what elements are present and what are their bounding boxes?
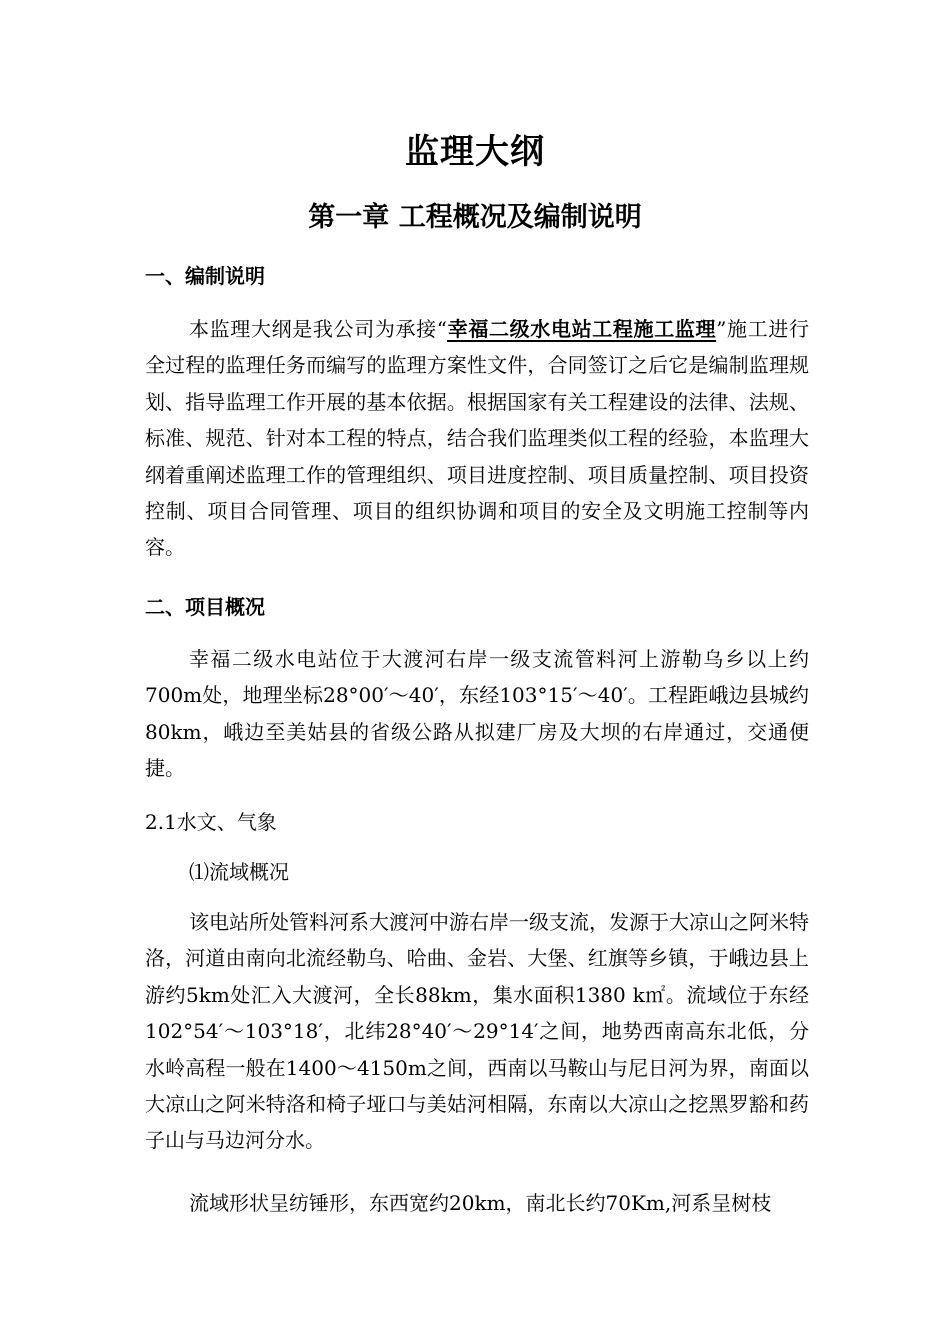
overview-paragraph: 幸福二级水电站位于大渡河右岸一级支流管料河上游勒乌乡以上约700m处，地理坐标28°00′～40′，东经103°15′～40′。工程距峨边县城约80km，峨边至美姑县的省级公路从拟建厂房及大坝的右岸通过，交通便捷。 — [145, 647, 809, 781]
section-heading-compilation: 一、编制说明 — [145, 264, 265, 288]
basin-paragraph-1: 该电站所处管料河系大渡河中游右岸一级支流，发源于大凉山之阿米特洛，河道由南向北流经勒乌、哈曲、金岩、大堡、红旗等乡镇，于峨边县上游约5km处汇入大渡河，全长88km，集水面积1380 k㎡。流域位于东经102°54′～103°18′，北纬28°40′～29°14′之间，地势西南高东北低，分水岭高程一般在1400～4150m之间，西南以马鞍山与尼日河为界，南面以大凉山之阿米特洛和椅子垭口与美姑河相隔，东南以大凉山之挖黑罗豁和药子山与马边河分水。 — [145, 910, 809, 1153]
section-heading-overview: 二、项目概况 — [145, 595, 265, 619]
compilation-text-after: ”施工进行全过程的监理任务而编写的监理方案性文件，合同签订之后它是编制监理规划、指导监理工作开展的基本依据。根据国家有关工程建设的法律、法规、标准、规范、针对本工程的特点，结合我们监理类似工程的经验，本监理大纲着重阐述监理工作的管理组织、项目进度控制、项目质量控制、项目投资控制、项目合同管理、项目的组织协调和项目的安全及文明施工控制等内容。 — [145, 317, 810, 560]
compilation-text-before: 本监理大纲是我公司为承接“ — [189, 317, 448, 341]
document-title: 监理大纲 — [405, 132, 545, 172]
project-name-emphasis: 幸福二级水电站工程施工监理 — [447, 317, 717, 341]
chapter-title: 第一章 工程概况及编制说明 — [308, 202, 642, 233]
subsection-heading-hydrology: 2.1水文、气象 — [145, 810, 277, 834]
item-heading-basin: ⑴流域概况 — [189, 860, 289, 884]
basin-paragraph-2: 流域形状呈纺锤形，东西宽约20km，南北长约70Km,河系呈树枝 — [189, 1191, 772, 1215]
compilation-paragraph — [145, 311, 809, 566]
